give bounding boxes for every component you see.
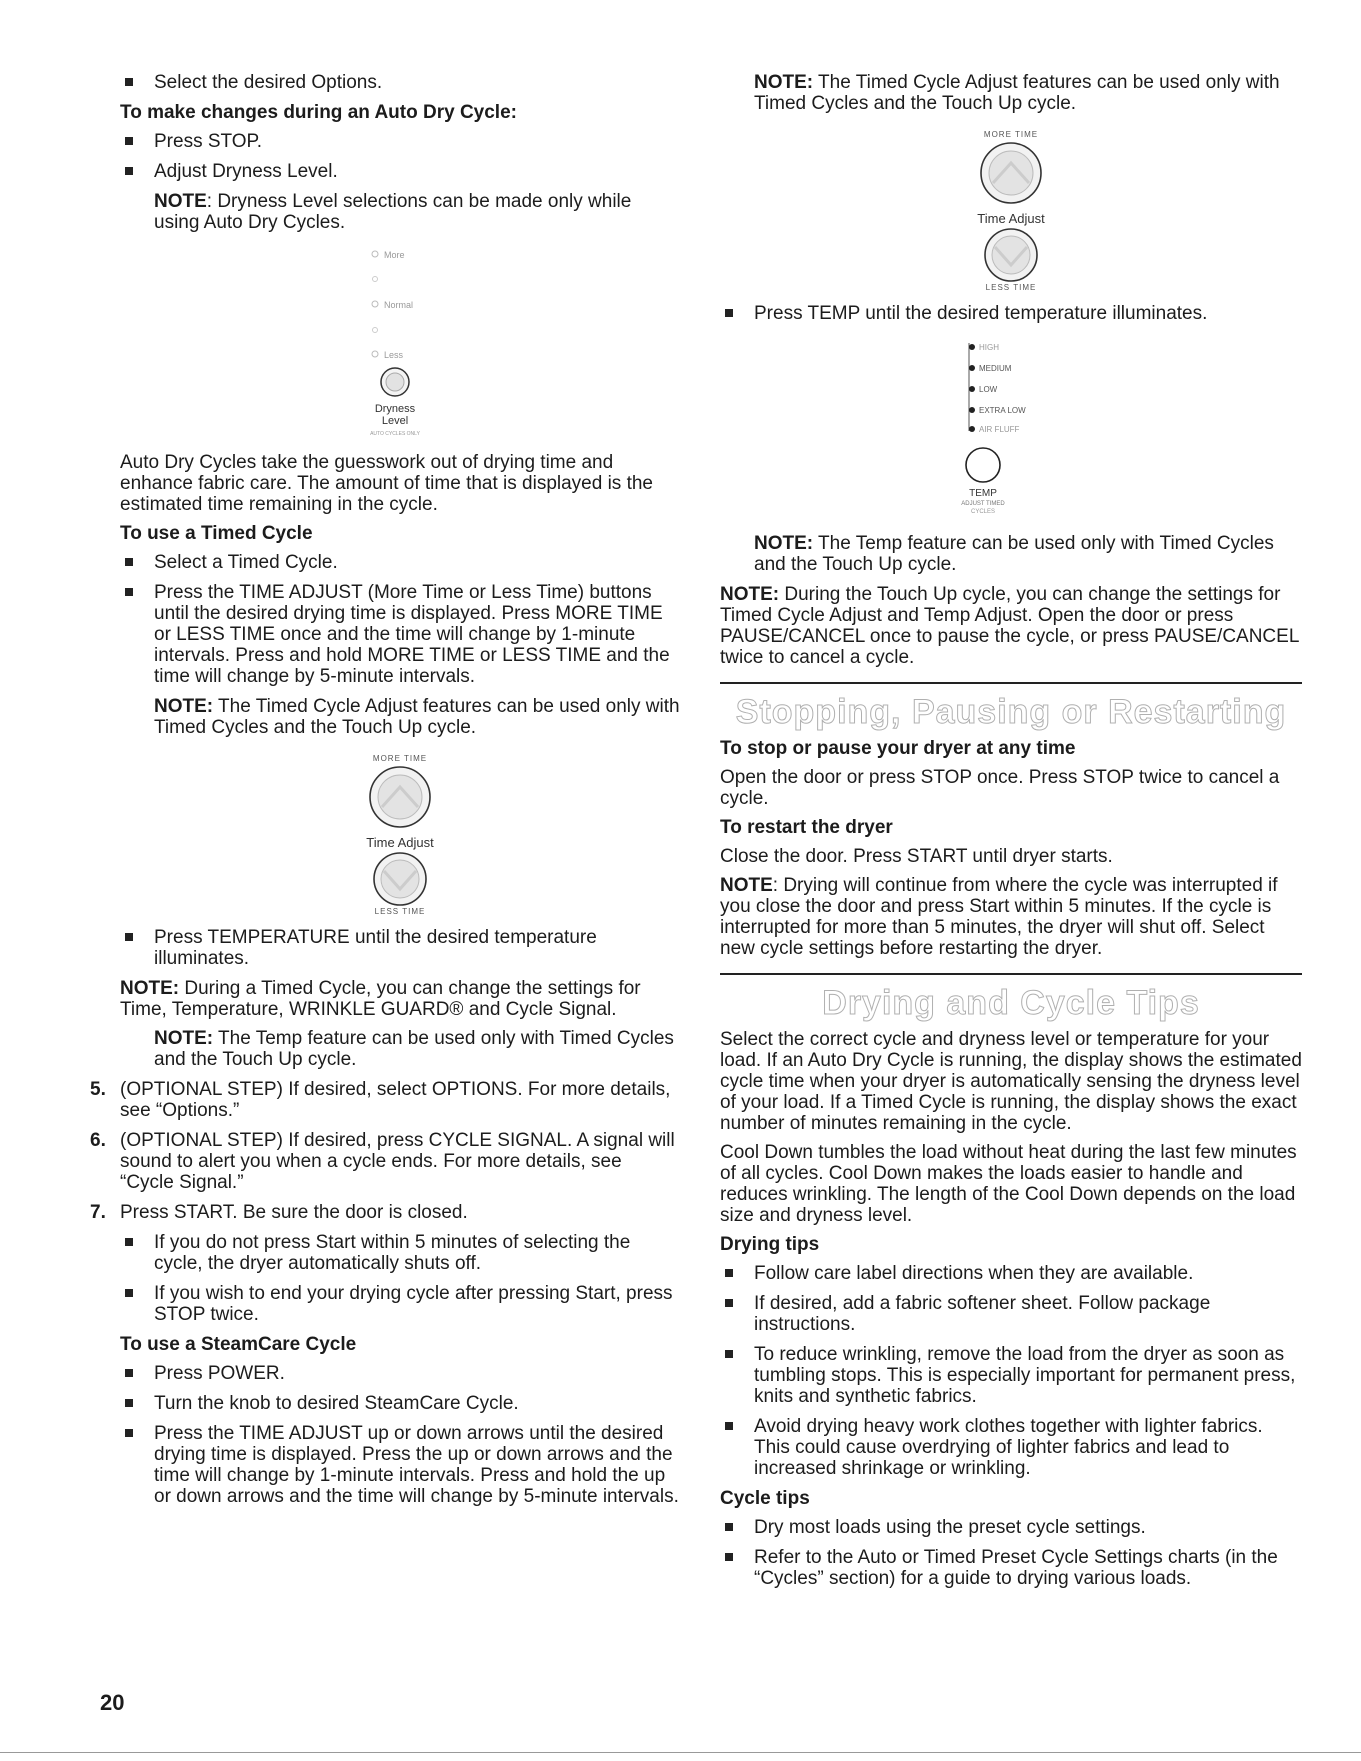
indicator-dot <box>969 365 975 371</box>
time-adjust-figure <box>720 123 1302 293</box>
indicator-dot <box>373 277 378 282</box>
list-item: Dry most loads using the preset cycle settings. <box>720 1517 1302 1538</box>
step-7: 7. Press START. Be sure the door is closed. <box>90 1202 468 1223</box>
temp-high-label: HIGH <box>979 343 999 352</box>
dryness-level-diagram <box>340 242 460 442</box>
time-adjust-label: Time Adjust <box>366 835 434 850</box>
note: NOTE: Drying will continue from where the cycle was interrupted if you close the door and press Start within 5 minutes. If the cycle is interrupted for more than 5 minutes, the dryer will shut off. Select new cycle settings before restarting the dryer. <box>720 875 1278 959</box>
right-column <box>720 72 1302 1598</box>
note: NOTE: The Timed Cycle Adjust features can be used only with Timed Cycles and the Touch Up cycle. <box>154 696 680 738</box>
temp-extra-low-label: EXTRA LOW <box>979 406 1026 415</box>
dryness-caption: AUTO CYCLES ONLY <box>370 431 420 437</box>
temp-figure <box>720 333 1302 523</box>
list-item: Follow care label directions when they are available. <box>720 1263 1302 1284</box>
step-6: 6. (OPTIONAL STEP) If desired, press CYCLE SIGNAL. A signal will sound to alert you when a cycle ends. For more details, see “Cycle Signal.” <box>90 1130 675 1193</box>
less-time-label: LESS TIME <box>985 283 1037 292</box>
button-inner <box>386 373 404 391</box>
temp-air-fluff-label: AIR FLUFF <box>979 425 1020 434</box>
paragraph: Auto Dry Cycles take the guesswork out of drying time and enhance fabric care. The amount of time that is displayed is the estimated time remaining in the cycle. <box>120 452 654 515</box>
note: NOTE: Dryness Level selections can be made only while using Auto Dry Cycles. <box>154 191 632 233</box>
paragraph: Open the door or press STOP once. Press STOP twice to cancel a cycle. <box>720 767 1280 809</box>
less-time-label: LESS TIME <box>374 907 426 916</box>
heading-restart: To restart the dryer <box>720 817 893 838</box>
list-item: Turn the knob to desired SteamCare Cycle. <box>120 1393 680 1414</box>
temp-medium-label: MEDIUM <box>979 364 1012 373</box>
left-column <box>90 72 680 1516</box>
dryness-title: Dryness <box>374 403 416 415</box>
page-bottom-rule <box>0 1752 1361 1753</box>
indicator-dot <box>969 426 975 432</box>
paragraph: Cool Down tumbles the load without heat during the last few minutes of all cycles. Cool Down makes the loads easier to handle and reduces wrinkling. The length of the Cool Down depends on the load size and dryness level. <box>720 1142 1297 1226</box>
heading-stop-pause: To stop or pause your dryer at any time <box>720 738 1076 759</box>
list-item: Select the desired Options. <box>120 72 680 93</box>
temp-diagram <box>931 333 1091 523</box>
note: NOTE: During the Touch Up cycle, you can change the settings for Timed Cycle Adjust and Temp Adjust. Open the door or press PAUSE/CANCEL once to pause the cycle, or press PAUSE/CANCEL twice to cancel a cycle. <box>720 584 1299 668</box>
section-title-drying-tips: Drying and Cycle Tips <box>822 984 1200 1022</box>
list-item: Press POWER. <box>120 1363 680 1384</box>
list-item: Press the TIME ADJUST up or down arrows until the desired drying time is displayed. Press the up or down arrows and the time will change by 1-minute intervals. Press and hold the up or down arrows and the time will change by 5-minute intervals. <box>120 1423 680 1507</box>
list-item: Press TEMP until the desired temperature illuminates. <box>720 303 1302 324</box>
time-adjust-diagram <box>330 747 470 917</box>
indicator-dot <box>372 251 378 257</box>
list-item: To reduce wrinkling, remove the load from the dryer as soon as tumbling stops. This is especially important for permanent press, knits and synthetic fabrics. <box>720 1344 1302 1407</box>
indicator-dot <box>969 386 975 392</box>
time-adjust-diagram <box>941 123 1081 293</box>
indicator-dot <box>969 344 975 350</box>
button-inner <box>989 151 1033 195</box>
heading-auto-dry-changes: To make changes during an Auto Dry Cycle: <box>120 102 517 123</box>
dryness-normal-label: Normal <box>384 300 414 310</box>
button-inner <box>378 775 422 819</box>
list-item: Adjust Dryness Level. <box>120 161 680 182</box>
paragraph: Close the door. Press START until dryer starts. <box>720 846 1113 867</box>
list-item: If you wish to end your drying cycle after pressing Start, press STOP twice. <box>120 1283 680 1325</box>
indicator-dot <box>969 407 975 413</box>
heading-timed-cycle: To use a Timed Cycle <box>120 523 313 544</box>
heading-cycle-tips: Cycle tips <box>720 1488 810 1509</box>
step-5: 5. (OPTIONAL STEP) If desired, select OPTIONS. For more details, see “Options.” <box>90 1079 671 1121</box>
list-item: Avoid drying heavy work clothes together with lighter fabrics. This could cause overdrying of lighter fabrics and lead to increased shrinkage or wrinkling. <box>720 1416 1302 1479</box>
note: NOTE: The Temp feature can be used only with Timed Cycles and the Touch Up cycle. <box>154 1028 674 1070</box>
list-item: If you do not press Start within 5 minutes of selecting the cycle, the dryer automatically shuts off. <box>120 1232 680 1274</box>
paragraph: Select the correct cycle and dryness level or temperature for your load. If an Auto Dry Cycle is running, the display shows the estimated cycle time when your dryer is automatically sensing the dryness level of your load. If a Timed Cycle is running, the display shows the exact number of minutes remaining in the cycle. <box>720 1029 1302 1134</box>
list-item: Press STOP. <box>120 131 680 152</box>
list-item: Press the TIME ADJUST (More Time or Less Time) buttons until the desired drying time is displayed. Press MORE TIME or LESS TIME once and the time will change by 1-minute intervals. Press and hold MORE TIME or LESS TIME and the time will change by 5-minute intervals. <box>120 582 680 687</box>
time-adjust-figure <box>120 747 680 917</box>
list-item: Refer to the Auto or Timed Preset Cycle Settings charts (in the “Cycles” section) for a guide to drying various loads. <box>720 1547 1302 1589</box>
indicator-dot <box>373 328 378 333</box>
list-item: Press TEMPERATURE until the desired temperature illuminates. <box>120 927 680 969</box>
divider <box>720 973 1302 975</box>
heading-drying-tips: Drying tips <box>720 1234 820 1255</box>
list-item: Select a Timed Cycle. <box>120 552 680 573</box>
section-title-stopping: Stopping, Pausing or Restarting <box>735 693 1287 731</box>
temp-button[interactable] <box>966 448 1000 482</box>
list-item: If desired, add a fabric softener sheet. Follow package instructions. <box>720 1293 1302 1335</box>
dryness-less-label: Less <box>384 350 404 360</box>
time-adjust-label: Time Adjust <box>977 211 1045 226</box>
temp-caption: ADJUST TIMED <box>961 501 1005 507</box>
temp-caption: CYCLES <box>970 509 996 515</box>
indicator-dot <box>372 301 378 307</box>
temp-low-label: LOW <box>979 385 998 394</box>
indicator-dot <box>372 351 378 357</box>
divider <box>720 682 1302 684</box>
dryness-title: Level <box>381 415 409 427</box>
page-number: 20 <box>100 1690 125 1715</box>
button-inner <box>992 236 1030 274</box>
note: NOTE: During a Timed Cycle, you can change the settings for Time, Temperature, WRINKLE GUARD® and Cycle Signal. <box>120 978 641 1020</box>
more-time-label: MORE TIME <box>372 754 428 763</box>
heading-steamcare: To use a SteamCare Cycle <box>120 1334 357 1355</box>
note: NOTE: The Temp feature can be used only with Timed Cycles and the Touch Up cycle. <box>754 533 1274 575</box>
dryness-level-figure <box>120 242 680 442</box>
note: NOTE: The Timed Cycle Adjust features can be used only with Timed Cycles and the Touch Up cycle. <box>754 72 1280 114</box>
dryness-more-label: More <box>384 250 405 260</box>
more-time-label: MORE TIME <box>983 130 1039 139</box>
button-inner <box>381 860 419 898</box>
temp-title: TEMP <box>969 488 997 499</box>
